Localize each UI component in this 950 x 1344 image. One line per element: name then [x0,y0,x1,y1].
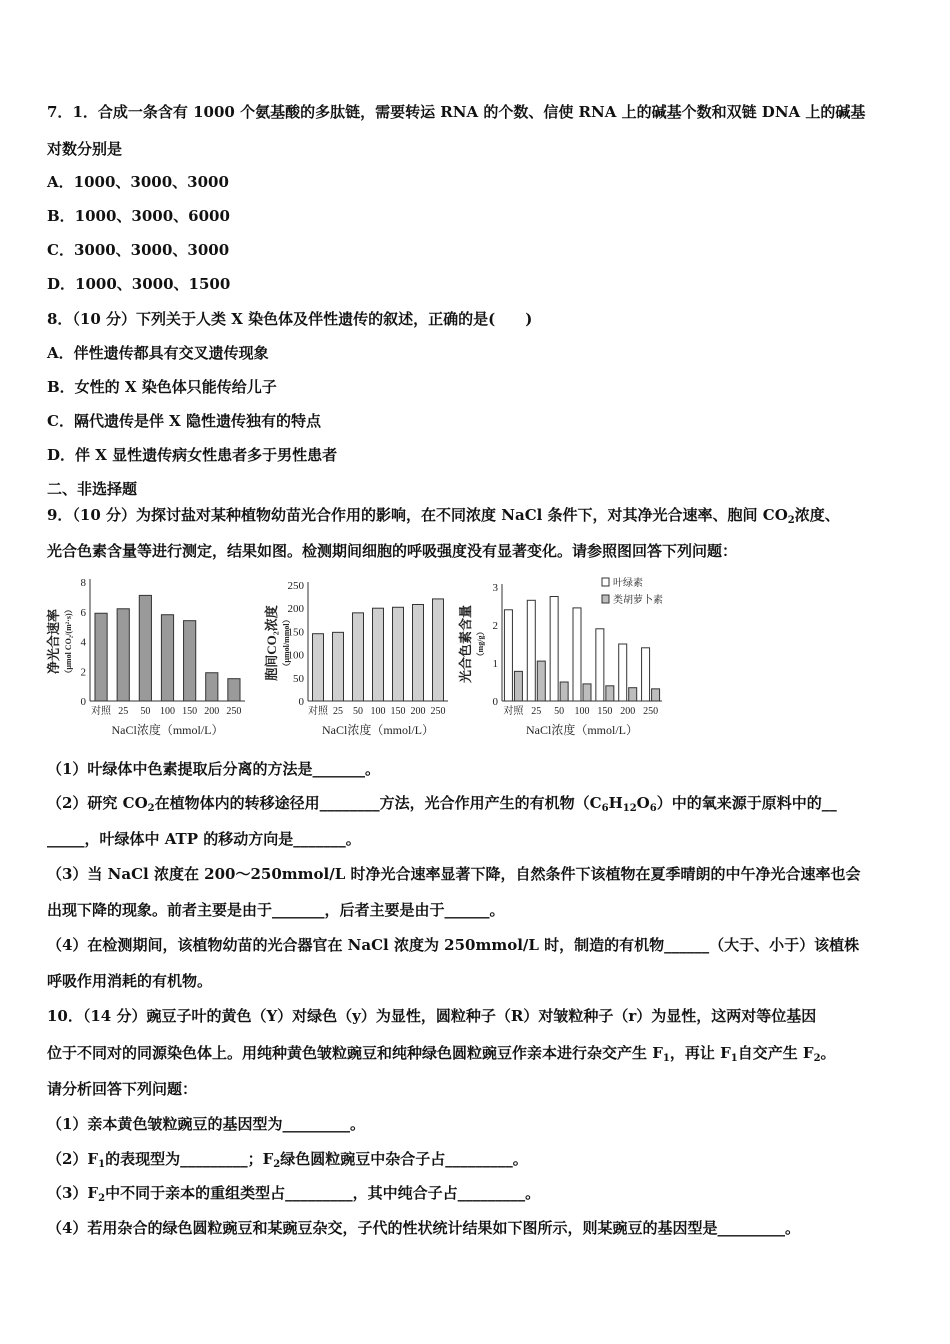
y-tick-label: 0 [80,696,86,708]
y-tick-label: 0 [492,696,498,708]
text-segment: 二、非选择题 [47,480,138,498]
text-line [47,900,505,920]
text-segment: 的表现型为_________；F [105,1150,274,1168]
text-segment: C．隔代遗传是伴 X 隐性遗传独有的特点 [47,412,322,430]
y-tick-label: 0 [298,696,304,708]
text-line [47,1218,800,1238]
x-tick-label: 100 [160,706,175,717]
bar [642,648,650,701]
bar [652,689,660,701]
legend-label: 叶绿素 [613,578,643,589]
y-tick-label: 50 [293,672,304,685]
text-line [47,864,861,884]
bar [596,629,604,701]
subscript: 2 [147,803,155,814]
x-tick-label: 50 [353,706,363,717]
y-tick-label: 1 [492,658,498,670]
y-tick-label: 2 [80,666,86,679]
text-line [47,1114,365,1134]
text-line [47,172,229,192]
x-tick-label: 对照 [503,706,524,717]
legend-label: 类胡萝卜素 [613,595,663,606]
text-segment: D．伴 X 显性遗传病女性患者多于男性患者 [47,446,338,464]
y-axis-unit: （μmol/mmol） [282,615,291,671]
text-line [47,139,122,159]
bar [206,673,218,701]
text-segment: 自交产生 F [737,1044,814,1062]
text-segment: B．女性的 X 染色体只能传给儿子 [47,378,277,396]
y-tick-label: 3 [492,582,498,594]
text-line [47,274,230,294]
x-tick-label: 25 [531,706,542,717]
subscript: 2 [98,1193,106,1204]
x-axis-label: NaCl浓度（mmol/L） [111,723,224,737]
legend-swatch [602,595,609,603]
legend-swatch [602,578,609,586]
bar [139,595,151,701]
text-line [47,793,837,813]
x-tick-label: 对照 [308,706,328,717]
text-segment: ）中的氧来源于原料中的__ [656,794,837,812]
text-segment: 请分析回答下列问题： [47,1080,198,1098]
x-tick-label: 250 [226,706,242,717]
text-line [47,240,229,260]
subscript: 2 [273,1159,281,1170]
x-tick-label: 200 [410,706,426,717]
text-segment: 在植物体内的转移途径用________方法，光合作用产生的有机物（C [154,794,602,812]
x-tick-label: 250 [643,706,659,717]
bar [117,609,129,701]
x-tick-label: 150 [597,706,613,717]
text-segment: （4）在检测期间，该植物幼苗的光合器官在 NaCl 浓度为 250mmol/L 时，制造的有机物______（大于、小于）该植株 [47,936,860,954]
text-line [47,829,361,849]
intercellular-co2-chart [255,572,465,744]
text-segment: （1）亲本黄色皱粒豌豆的基因型为_________。 [47,1115,365,1133]
x-tick-label: 250 [430,706,446,717]
text-segment: H [608,794,623,812]
text-line [47,1079,197,1099]
pigment-content-chart [460,572,680,744]
x-tick-label: 25 [333,706,343,717]
bar [228,679,240,701]
text-segment: D．1000、3000、1500 [47,275,231,293]
y-tick-label: 8 [80,577,86,589]
text-line [47,505,840,525]
text-segment: （2）F [47,1150,99,1168]
text-segment: 中不同于亲本的重组类型占_________，其中纯合子占_________。 [105,1184,541,1202]
x-tick-label: 100 [370,706,386,717]
subscript: 2 [813,1053,821,1064]
text-segment: 位于不同对的同源染色体上。用纯种黄色皱粒豌豆和纯种绿色圆粒豌豆作亲本进行杂交产生 F [47,1044,663,1062]
bar [333,632,344,701]
subscript: 1 [662,1053,670,1064]
subscript: 12 [622,803,637,814]
y-tick-label: 100 [287,649,304,662]
text-line [47,445,337,465]
y-axis-label: 光合色素含量 [458,604,473,684]
bar [184,621,196,701]
bar [629,688,637,701]
text-line [47,377,277,397]
text-segment: 9．（10 分）为探讨盐对某种植物幼苗光合作用的影响，在不同浓度 NaCl 条件下，对其净光合速率、胞间 CO [47,506,788,524]
text-line [47,309,532,329]
x-tick-label: 200 [620,706,636,717]
y-tick-label: 200 [287,603,304,616]
y-axis-label: 胞间CO₂浓度 [264,605,279,681]
text-segment: C．3000、3000、3000 [47,241,230,259]
text-line [47,411,321,431]
text-segment: 7． [47,103,73,121]
text-line [47,1149,528,1169]
bar [527,600,535,701]
subscript: 1 [98,1159,106,1170]
text-segment: （1）叶绿体中色素提取后分离的方法是_______。 [47,760,380,778]
bar [353,613,364,701]
x-axis-label: NaCl浓度（mmol/L） [526,723,638,737]
y-tick-label: 4 [80,636,86,649]
bar [433,599,444,701]
text-segment: （4）若用杂合的绿色圆粒豌豆和某豌豆杂交，子代的性状统计结果如下图所示，则某豌豆的基因型是_________。 [47,1219,800,1237]
text-line [47,102,865,122]
text-segment: O [636,794,650,812]
x-tick-label: 50 [140,706,151,717]
text-segment: （3）F [47,1184,99,1202]
bar [373,608,384,701]
bar [514,671,522,701]
text-line [47,971,212,991]
net-photosynthesis-chart [40,572,260,744]
bar [504,610,512,701]
y-tick-label: 250 [287,580,304,592]
bar [619,644,627,701]
bar [95,613,107,701]
y-tick-label: 150 [287,626,304,639]
bar [161,615,173,701]
text-segment: ，再让 F [669,1044,731,1062]
bar [606,686,614,701]
bar [560,682,568,701]
text-segment: 1．合成一条含有 1000 个氨基酸的多肽链，需要转运 RNA 的个数、信使 RNA 上的碱基个数和双链 DNA 上的碱基 [72,103,866,121]
text-segment: 呼吸作用消耗的有机物。 [47,972,213,990]
bar [573,608,581,701]
text-line [47,479,137,499]
bar [537,661,545,701]
text-segment: 10．（14 分）豌豆子叶的黄色（Y）对绿色（y）为显性，圆粒种子（R）对皱粒种子（r）为显性，这两对等位基因 [47,1007,817,1025]
text-segment: 出现下降的现象。前者主要是由于_______，后者主要是由于______。 [47,901,505,919]
subscript: 2 [787,515,795,526]
text-segment: 绿色圆粒豌豆中杂合子占_________。 [280,1150,528,1168]
x-tick-label: 50 [554,706,565,717]
text-segment: 对数分别是 [47,140,123,158]
subscript: 6 [601,803,609,814]
x-tick-label: 25 [118,706,129,717]
y-axis-label: 净光合速率 [46,608,61,675]
bar [583,684,591,701]
text-segment: （3）当 NaCl 浓度在 200～250mmol/L 时净光合速率显著下降，自然条件下该植物在夏季晴朗的中午净光合速率也会 [47,865,861,883]
x-axis-label: NaCl浓度（mmol/L） [322,723,434,737]
text-line [47,206,230,226]
text-line [47,1006,816,1026]
y-tick-label: 6 [80,606,86,619]
x-tick-label: 150 [182,706,198,717]
x-tick-label: 150 [390,706,406,717]
text-line [47,935,859,955]
y-axis-unit: （mg/g） [476,627,485,661]
y-axis-unit: （μmol CO₂/(m²·s)） [64,605,73,678]
bar [313,634,324,701]
subscript: 6 [649,803,657,814]
text-line [47,541,737,561]
text-segment: _____，叶绿体中 ATP 的移动方向是_______。 [47,830,361,848]
text-line [47,759,380,779]
bar [393,607,404,701]
x-tick-label: 对照 [91,706,112,717]
text-line [47,1183,540,1203]
text-segment: 。 [820,1044,836,1062]
text-segment: 光合色素含量等进行测定，结果如图。检测期间细胞的呼吸强度没有显著变化。请参照图回答下列问题： [47,542,738,560]
text-segment: 8．（10 分）下列关于人类 X 染色体及伴性遗传的叙述，正确的是( ) [47,310,533,328]
text-segment: B．1000、3000、6000 [47,207,230,225]
bar [550,597,558,702]
text-line [47,343,269,363]
x-tick-label: 200 [204,706,220,717]
text-segment: A．伴性遗传都具有交叉遗传现象 [47,344,269,362]
subscript: 1 [730,1053,738,1064]
text-line [47,1043,836,1063]
bar [413,604,424,701]
text-segment: A．1000、3000、3000 [47,173,229,191]
x-tick-label: 100 [574,706,590,717]
text-segment: 浓度、 [794,506,840,524]
text-segment: （2）研究 CO [47,794,148,812]
y-tick-label: 2 [492,620,498,632]
